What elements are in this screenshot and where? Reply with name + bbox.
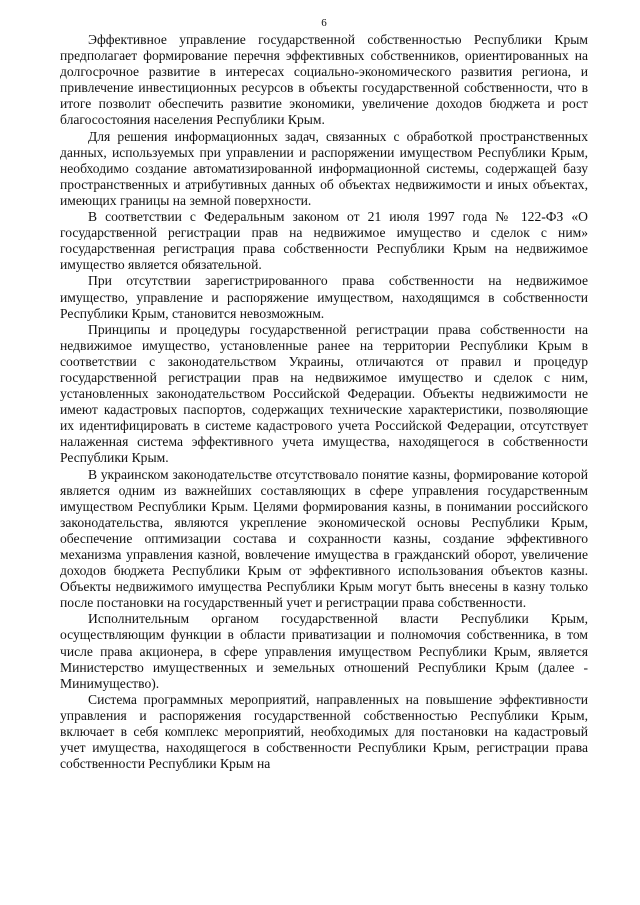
paragraph-unregistered-rights: При отсутствии зарегистрированного права собственности на недвижимое имущество, управление и распоряжение имуществом, находящимся в собственности Республики Крым, становится невозможным.: [60, 273, 588, 321]
paragraph-registration-principles: Принципы и процедуры государственной регистрации права собственности на недвижимое имущество, установленные ранее на территории Республики Крым в соответствии с законодательством Украины, отличаются от правил и процедур государственной регистрации прав на недвижимое имущество и сделок с ним, установленных законодательством Российской Федерации. Объекты недвижимости не имеют кадастровых паспортов, содержащих технические характеристики, позволяющие их идентифицировать в системе кадастрового учета Российской Федерации, отсутствует налаженная система эффективного учета имущества, находящегося в собственности Республики Крым.: [60, 321, 588, 466]
paragraph-treasury: В украинском законодательстве отсутствовало понятие казны, формирование которой является одним из важнейших составляющих в сфере управления государственным имуществом Республики Крым. Целями формирования казны, в понимании российского законодательства, являются укрепление экономической основы Республики Крым, обеспечение оптимизации состава и сохранности казны, создание эффективного механизма управления казной, вовлечение имущества в гражданский оборот, увеличение доходов бюджета Республики Крым от эффективного использования объектов казны. Объекты недвижимого имущества Республики Крым могут быть внесены в казну только после постановки на государственный учет и регистрации права собственности.: [60, 466, 588, 611]
paragraph-executive-body: Исполнительным органом государственной власти Республики Крым, осуществляющим функции в области приватизации и полномочия собственника, в том числе права акционера, в сфере управления имуществом Республики Крым, является Министерство имущественных и земельных отношений Республики Крым (далее - Минимущество).: [60, 611, 588, 691]
paragraph-effective-management: Эффективное управление государственной собственностью Республики Крым предполагает формирование перечня эффективных собственников, ориентированных на долгосрочное развитие в интересах социально-экономического развития региона, и привлечение инвестиционных ресурсов в объекты государственной собственности, что в итоге позволит обеспечить развитие экономики, увеличение доходов бюджета и рост благосостояния населения Республики Крым.: [60, 32, 588, 128]
page-number: 6: [321, 17, 327, 29]
paragraph-federal-law: В соответствии с Федеральным законом от 21 июля 1997 года № 122-ФЗ «О государственной регистрации прав на недвижимое имущество и сделок с ним» государственная регистрация права собственности Республики Крым на недвижимое имущество является обязательной.: [60, 209, 588, 273]
paragraph-program-measures: Система программных мероприятий, направленных на повышение эффективности управления и распоряжения государственной собственностью Республики Крым, включает в себя комплекс мероприятий, необходимых для постановки на кадастровый учет имущества, находящегося в собственности Республики Крым, регистрации права собственности Республики Крым на: [60, 691, 588, 772]
paragraph-information-system: Для решения информационных задач, связанных с обработкой пространственных данных, используемых при управлении и распоряжении имуществом Республики Крым, необходимо создание автоматизированной информационной системы, содержащей базу пространственных и атрибутивных данных об объектах недвижимости и иных объектах, имеющих границы на земной поверхности.: [60, 128, 588, 208]
